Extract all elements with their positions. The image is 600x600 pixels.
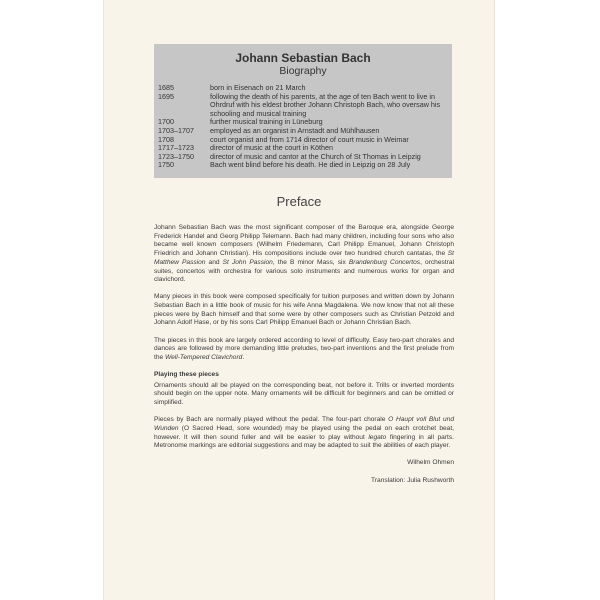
text-run: , the B minor Mass, six xyxy=(272,258,349,266)
biography-row xyxy=(154,161,452,170)
biography-year: 1708 xyxy=(158,134,174,144)
preface-body xyxy=(154,224,454,494)
biography-year: 1695 xyxy=(158,91,174,101)
preface-paragraph-4: Ornaments should all be played on the corresponding beat, not before it. Trills or inverted mordents should begin on the upper note. Many ornaments will be difficult for beginners and can be omitted or simplified. xyxy=(154,381,454,407)
biography-year: 1750 xyxy=(158,160,174,170)
biography-box xyxy=(154,44,452,178)
preface-paragraph-2: Many pieces in this book were composed specifically for tuition purposes and written down by Johann Sebastian Bach in a little book of music for his wife Anna Magdalena. We now know that not all these pieces were by Bach himself and that some were by other composers such as Christian Petzold and Johann Adolf Hase, or by his sons Carl Philipp Emanuel Bach or Johann Christian Bach. xyxy=(154,293,454,327)
biography-title: Johann Sebastian Bach xyxy=(235,51,371,65)
preface-paragraph-5 xyxy=(154,416,454,451)
emphasis-term: legato xyxy=(368,433,387,441)
biography-year: 1723–1750 xyxy=(158,151,194,161)
text-run: Pieces by Bach are normally played without the pedal. The four-part chorale xyxy=(154,416,389,424)
biography-event: born in Eisenach on 21 March xyxy=(210,83,306,92)
biography-event: further musical training in Lüneburg xyxy=(210,117,323,127)
text-run: . xyxy=(242,353,245,361)
work-title: Well-Tempered Clavichord xyxy=(165,353,243,361)
biography-year: 1685 xyxy=(158,83,174,92)
playing-pieces-subheading: Playing these pieces xyxy=(154,371,219,379)
text-run: Johann Sebastian Bach was the most significant composer of the Baroque era, alongside George Frederick Handel and Georg Philipp Telemann. Bach had many children, including four sons who also became well known composers (Wilhelm Friedemann, Carl Philipp Emanuel, Johann Christoph Friedrich and Johann Christian). His compositions include over two hundred church cantatas, the xyxy=(154,224,454,258)
text-run: , orchestral suites, concertos with orchestra for various solo instruments and numerous works for organ and clavichord. xyxy=(154,258,454,284)
preface-heading: Preface xyxy=(276,194,322,209)
biography-event: employed as an organist in Arnstadt and Mühlhausen xyxy=(210,125,380,135)
work-title: St John Passion xyxy=(222,258,273,266)
biography-year: 1700 xyxy=(158,117,174,127)
preface-paragraph-3 xyxy=(154,337,454,363)
biography-subtitle: Biography xyxy=(279,65,327,77)
biography-year: 1703–1707 xyxy=(158,125,194,135)
text-run: fingering in all parts. Metronome markings are editorial suggestions and may be adapted to suit the abilities of each player. xyxy=(154,433,454,450)
biography-row xyxy=(154,93,452,119)
biography-year: 1717–1723 xyxy=(158,143,194,153)
biography-event: director of music at the court in Köthen xyxy=(210,143,334,153)
document-page xyxy=(104,0,494,600)
author-signature: Wilhelm Ohmen xyxy=(407,459,454,467)
work-title: Brandenburg Concertos xyxy=(348,258,421,266)
work-title: St Matthew Passion xyxy=(154,250,454,266)
work-title: O Haupt voll Blut und Wunden xyxy=(154,416,454,432)
biography-event: Bach went blind before his death. He died in Leipzig on 28 July xyxy=(210,160,411,170)
biography-event: director of music and cantor at the Church of St Thomas in Leipzig xyxy=(210,151,421,161)
preface-paragraph-1 xyxy=(154,224,454,285)
translator-credit: Translation: Julia Rushworth xyxy=(371,476,454,484)
biography-event: following the death of his parents, at the age of ten Bach went to live in Ohrdruf with his eldest brother Johann Christoph Bach, who oversaw his schooling and musical training xyxy=(210,91,441,118)
text-run: The pieces in this book are largely ordered according to level of difficulty. Easy two-part chorales and dances are followed by more demanding little preludes, two-part inventions and the first prelude from the xyxy=(154,336,454,361)
biography-event: court organist and from 1714 director of court music in Weimar xyxy=(210,134,409,144)
biography-list xyxy=(154,84,452,170)
text-run: (O Sacred Head, sore wounded) may be played using the pedal on each crotchet beat, however. It will then sound fuller and will be easier to play without xyxy=(154,424,454,441)
text-run: and xyxy=(205,258,223,266)
